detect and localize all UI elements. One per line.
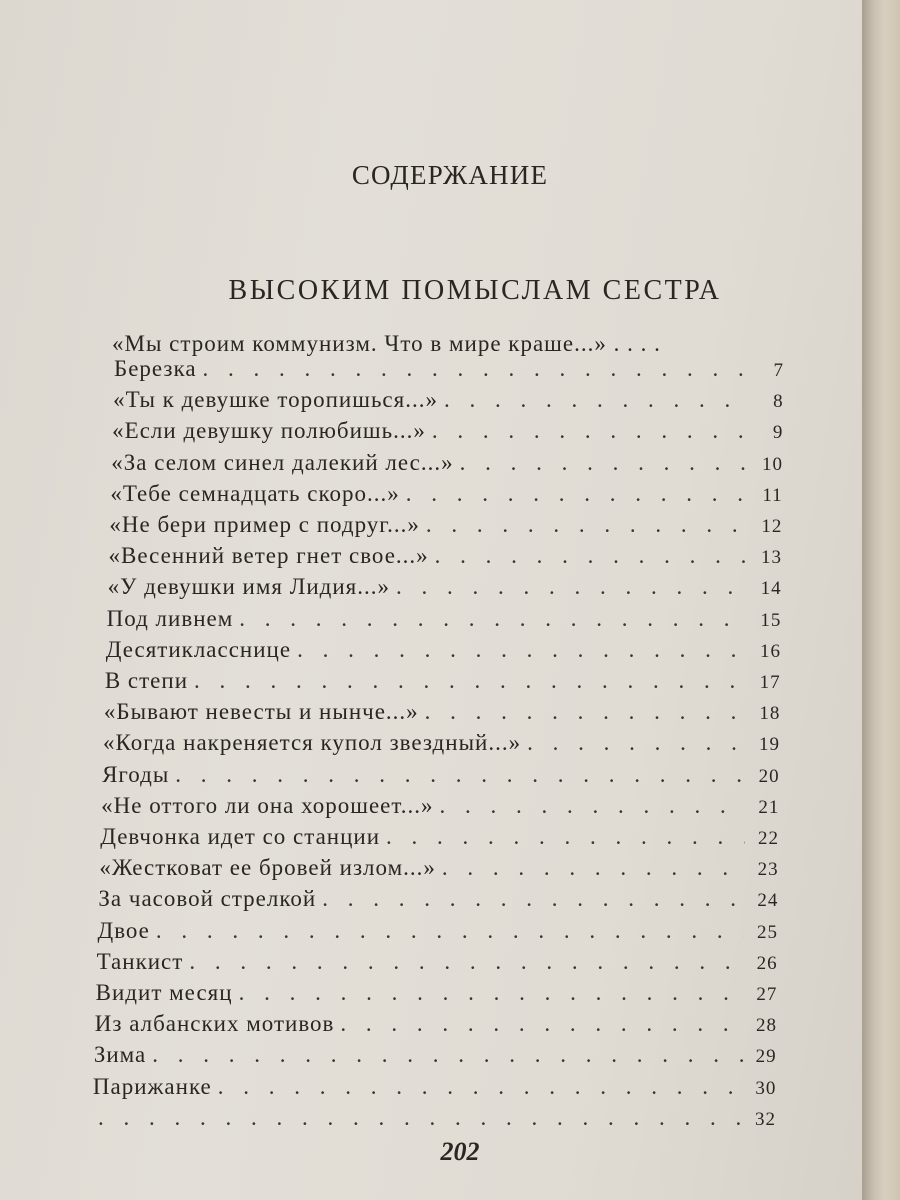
toc-entry-title: Под ливнем (106, 605, 234, 631)
toc-entry-title: Ягоды (102, 761, 170, 787)
dot-leader (406, 481, 749, 507)
dot-leader (239, 980, 744, 1006)
dot-leader (297, 637, 747, 663)
toc-entry (96, 980, 778, 1012)
dot-leader (460, 450, 749, 476)
dot-leader (175, 762, 745, 788)
dot-leader (396, 574, 748, 600)
toc-entry (107, 606, 782, 638)
dot-leader (426, 512, 748, 538)
dot-leader (189, 949, 743, 975)
toc-entry-page: 25 (757, 921, 778, 943)
toc-entry-title: «Весенний ветер гнет свое...» (108, 543, 429, 569)
toc-entry (100, 824, 779, 856)
toc-entry-title: «Тебе семнадцать скоро...» (110, 480, 400, 506)
dot-leader (432, 418, 749, 444)
toc-entry-title: «Не бери пример с подруг...» (109, 512, 420, 537)
toc-entry-page: 28 (756, 1015, 777, 1037)
toc-entry (94, 1042, 777, 1074)
toc-entry (98, 886, 778, 918)
dot-leader (239, 606, 747, 632)
toc-entry (113, 387, 784, 419)
toc-entry-page: 18 (759, 703, 781, 725)
dot-leader (442, 855, 745, 881)
toc-entry (105, 668, 781, 700)
toc-entry-title: «Если девушку полюбишь...» (112, 418, 426, 444)
toc-entry (110, 481, 782, 513)
toc-entry-page: 23 (757, 859, 779, 881)
toc-entry (112, 418, 783, 450)
toc-entry-title: Танкист (96, 948, 184, 974)
toc-entry-title: «Не оттого ли она хорошеет...» (101, 792, 434, 818)
toc-entry-page: 20 (758, 765, 780, 787)
toc-entry-title: Видит месяц (95, 980, 233, 1005)
toc-entry (109, 512, 782, 544)
toc-entry-page: 7 (773, 360, 784, 381)
toc-entry-page: 13 (761, 547, 782, 569)
toc-entry-page: 11 (762, 484, 783, 506)
toc-entry-title: «Ты к девушке торопишься...» (113, 387, 438, 413)
toc-entry-title: Десятикласснице (105, 636, 292, 662)
toc-entry-title: «У девушки имя Лидия...» (107, 574, 390, 600)
toc-entry-page: 22 (758, 828, 779, 849)
toc-entry (109, 543, 783, 575)
dot-leader (203, 356, 750, 382)
toc-entry-page: 32 (755, 1108, 776, 1130)
toc-entry-title: В степи (104, 668, 189, 693)
toc-entry (104, 699, 780, 731)
toc-entry-page: 9 (772, 422, 784, 444)
toc-entry-page: 27 (756, 984, 778, 1005)
toc-entry-page: 8 (773, 391, 784, 413)
toc-entry (108, 574, 782, 606)
toc-entry-page: 10 (762, 453, 783, 475)
toc-first-line: «Мы строим коммунизм. Что в мире краше...» . . . . (112, 331, 661, 356)
toc-entry-title: Из албанских мотивов (94, 1011, 335, 1037)
toc-entry (106, 637, 781, 669)
toc-entry-title: «Бывают невесты и нынче...» (103, 699, 419, 725)
dot-leader (444, 387, 750, 413)
toc-entry-page: 17 (759, 672, 781, 693)
toc-entry-title: Девчонка идет со станции (100, 824, 381, 849)
section-title: ВЫСОКИМ ПОМЫСЛАМ СЕСТРА (228, 275, 722, 306)
toc-entry (99, 855, 778, 887)
toc-entry (103, 730, 780, 762)
toc-entry (101, 793, 779, 825)
toc-entry-page: 15 (760, 609, 782, 631)
toc-entry (102, 762, 780, 794)
toc-entry (114, 356, 784, 388)
page-number: 202 (440, 1137, 480, 1166)
dot-leader (435, 543, 748, 569)
toc-entry-page: 21 (758, 796, 780, 818)
toc-entry-page: 24 (757, 890, 779, 912)
dot-leader (527, 730, 746, 756)
toc-entry-page: 30 (755, 1077, 777, 1099)
dot-leader (98, 1105, 742, 1131)
toc-entry-title: За часовой стрелкой (98, 886, 317, 912)
toc-entry-page: 12 (761, 516, 783, 537)
toc-entry (98, 918, 779, 950)
page-header: СОДЕРЖАНИЕ (351, 160, 549, 190)
toc-entry (95, 1011, 777, 1043)
dot-leader (152, 1042, 742, 1068)
toc-entry (111, 450, 783, 482)
toc-entry-page: 29 (755, 1046, 777, 1068)
dot-leader (340, 1011, 743, 1037)
toc-entry (92, 1105, 776, 1137)
toc-entry-page: 19 (759, 734, 780, 756)
toc-entry-page: 26 (756, 952, 778, 974)
toc-entry-title: «Жестковат ее бровей излом...» (99, 855, 436, 881)
dot-leader (156, 918, 744, 944)
toc-entry-title: Двое (97, 917, 150, 943)
dot-leader (218, 1074, 743, 1100)
toc-entry-title: «Когда накреняется купол звездный...» (103, 730, 522, 756)
dot-leader (386, 824, 745, 850)
dot-leader (194, 668, 747, 694)
toc-entry-page: 14 (760, 578, 782, 600)
toc-entry-title: Парижанке (92, 1073, 212, 1099)
toc-entry (97, 949, 778, 981)
toc-entry-title: «За селом синел далекий лес...» (111, 449, 454, 475)
toc-entry-title: Зима (93, 1042, 147, 1068)
toc-entry-title: Березка (114, 356, 197, 381)
dot-leader (322, 886, 744, 912)
toc-entry-page: 16 (760, 640, 781, 662)
toc-entry (93, 1074, 776, 1106)
dot-leader (425, 699, 747, 725)
dot-leader (439, 793, 745, 819)
